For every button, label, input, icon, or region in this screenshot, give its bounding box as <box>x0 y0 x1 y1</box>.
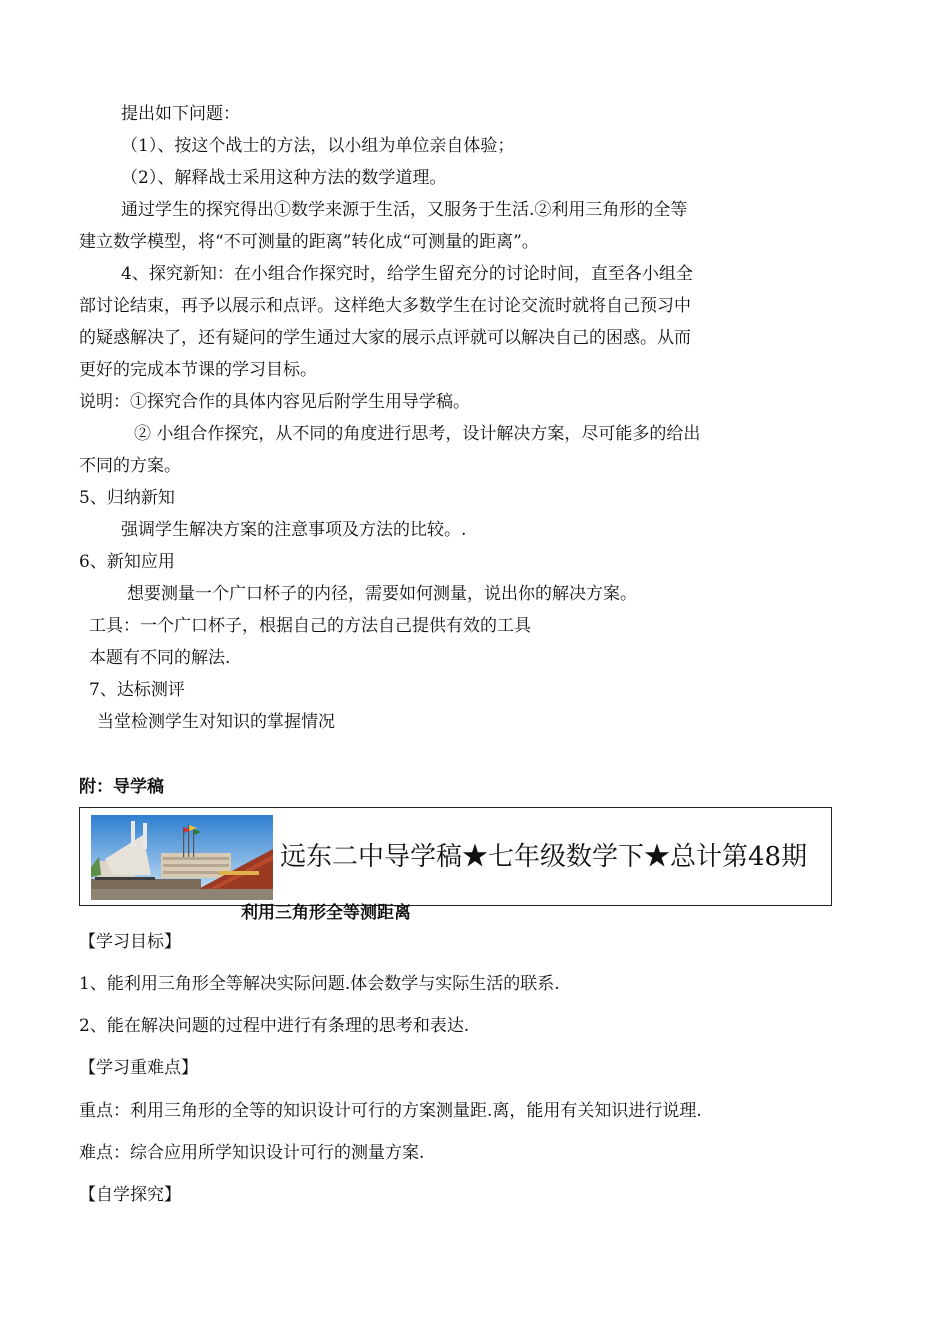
banner-box <box>79 807 832 906</box>
body-line-11: ② 小组合作探究，从不同的角度进行思考，设计解决方案，尽可能多的给出 <box>134 424 701 444</box>
goal-item-1: 1、能利用三角形全等解决实际问题.体会数学与实际生活的联系. <box>79 974 560 994</box>
self-study-heading: 【自学探究】 <box>79 1185 181 1205</box>
body-line-16: 想要测量一个广口杯子的内径，需要如何测量，说出你的解决方案。 <box>127 584 637 604</box>
body-line-7: 部讨论结束，再予以展示和点评。这样绝大多数学生在讨论交流时就将自己预习中 <box>79 296 691 316</box>
appendix-heading: 附：导学稿 <box>79 777 164 797</box>
body-line-13: 5、归纳新知 <box>79 488 175 508</box>
school-photo <box>91 815 273 900</box>
body-line-17: 工具：一个广口杯子，根据自己的方法自己提供有效的工具 <box>89 616 531 636</box>
body-line-18: 本题有不同的解法. <box>89 648 231 668</box>
body-line-15: 6、新知应用 <box>79 552 175 572</box>
goal-item-2: 2、能在解决问题的过程中进行有条理的思考和表达. <box>79 1016 470 1036</box>
body-line-4: 通过学生的探究得出①数学来源于生活，又服务于生活.②利用三角形的全等 <box>121 200 688 220</box>
body-line-10: 说明：①探究合作的具体内容见后附学生用导学稿。 <box>79 392 470 412</box>
lesson-subtitle: 利用三角形全等测距离 <box>241 903 411 923</box>
body-line-5: 建立数学模型，将“不可测量的距离”转化成“可测量的距离”。 <box>79 232 539 252</box>
banner-title: 远东二中导学稿★七年级数学下★总计第48期 <box>280 842 808 872</box>
body-line-12: 不同的方案。 <box>79 456 181 476</box>
key-point: 重点：利用三角形的全等的知识设计可行的方案测量距.离，能用有关知识进行说理. <box>79 1101 702 1121</box>
body-line-9: 更好的完成本节课的学习目标。 <box>79 360 317 380</box>
body-line-3: （2）、解释战士采用这种方法的数学道理。 <box>121 168 447 188</box>
body-line-6: 4、探究新知：在小组合作探究时，给学生留充分的讨论时间，直至各小组全 <box>121 264 693 284</box>
body-line-14: 强调学生解决方案的注意事项及方法的比较。. <box>121 520 467 540</box>
key-difficult-heading: 【学习重难点】 <box>79 1058 198 1078</box>
body-line-8: 的疑惑解决了，还有疑问的学生通过大家的展示点评就可以解决自己的困惑。从而 <box>79 328 691 348</box>
body-line-2: （1）、按这个战士的方法，以小组为单位亲自体验； <box>121 136 515 156</box>
body-line-1: 提出如下问题： <box>121 104 240 124</box>
goals-heading: 【学习目标】 <box>79 932 181 952</box>
body-line-20: 当堂检测学生对知识的掌握情况 <box>97 712 335 732</box>
difficult-point: 难点：综合应用所学知识设计可行的测量方案. <box>79 1143 425 1163</box>
body-line-19: 7、达标测评 <box>89 680 185 700</box>
